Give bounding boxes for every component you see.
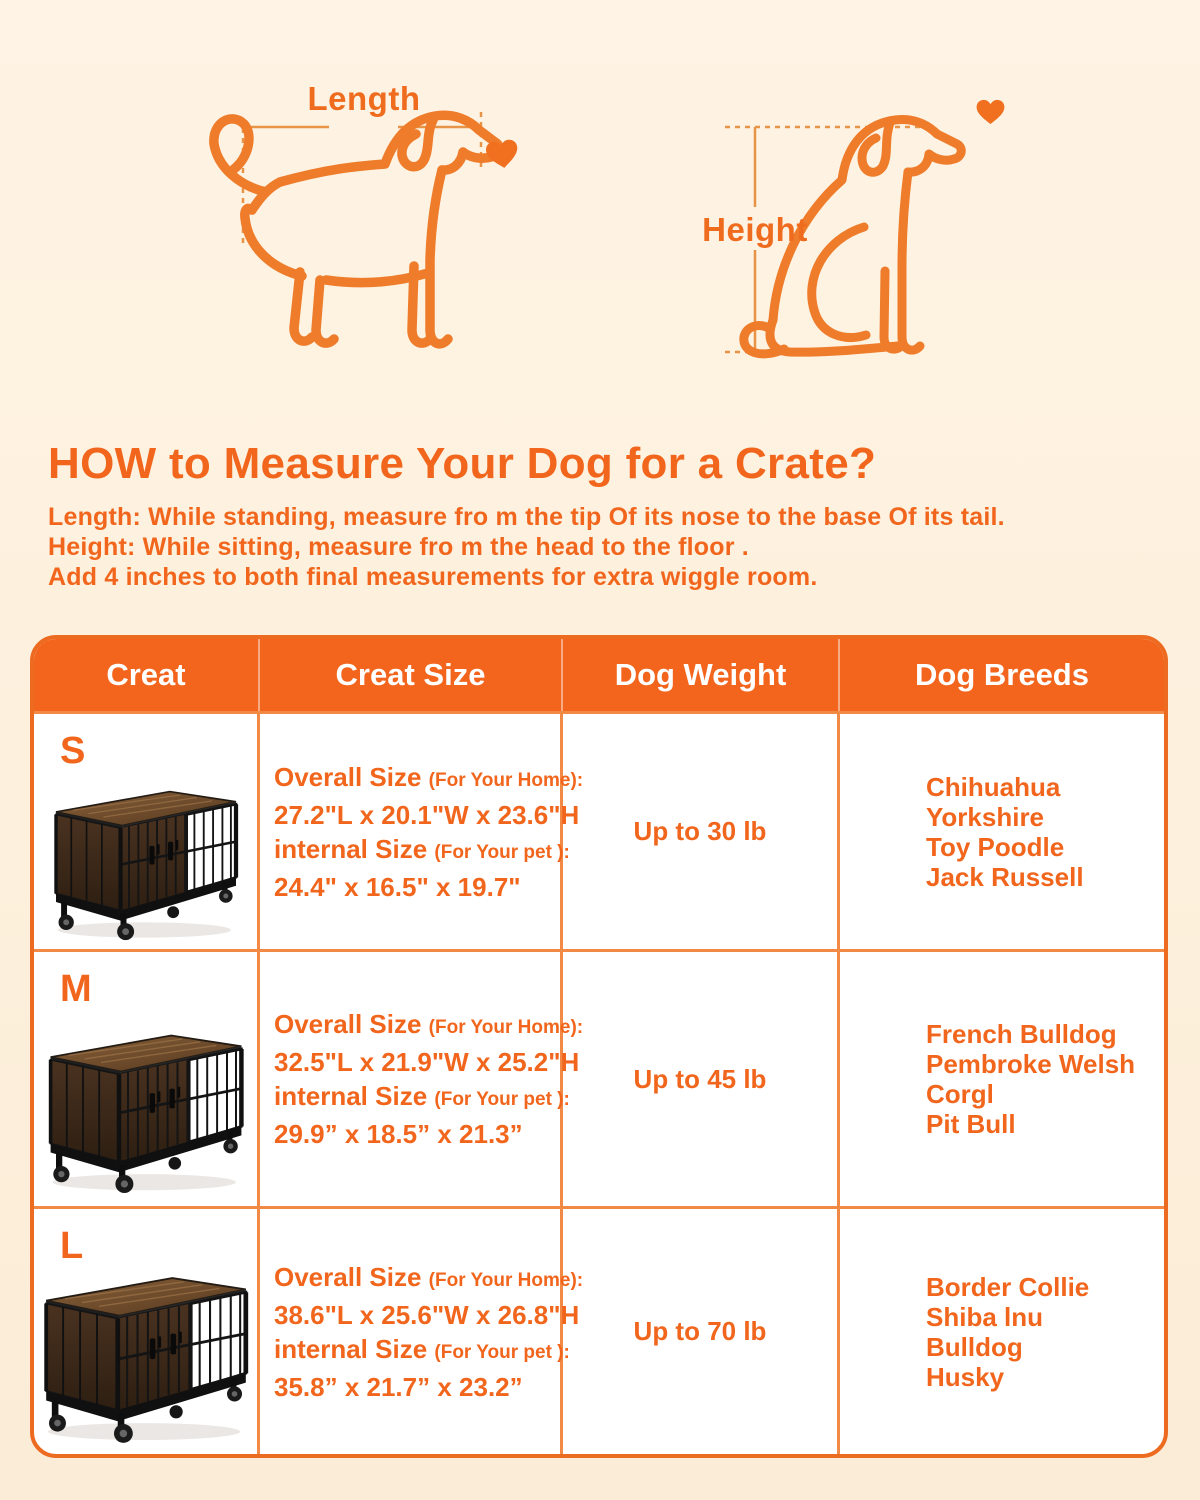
table-row-small — [34, 711, 1164, 949]
dog-weight-cell-l: Up to 70 lb — [563, 1209, 840, 1454]
table-header-row — [34, 639, 1164, 711]
crate-size-table — [30, 635, 1168, 1458]
page-title: HOW to Measure Your Dog for a Crate? — [48, 439, 877, 488]
internal-size-sublabel: (For Your pet ): — [434, 841, 570, 863]
heart-icon — [976, 99, 1005, 126]
breed-item: Yorkshire — [926, 801, 1045, 832]
breed-item: Jack Russell — [926, 861, 1084, 892]
breed-item: Pembroke Welsh — [926, 1049, 1136, 1079]
dog-weight-cell-s: Up to 30 lb — [563, 714, 840, 949]
creat-size-cell-s — [260, 714, 584, 949]
creat-size-cell-m — [260, 952, 584, 1206]
height-label: Height — [702, 211, 808, 248]
creat-size-cell-l — [260, 1209, 584, 1454]
internal-size-dims: 24.4" x 16.5" x 19.7" — [274, 871, 521, 902]
instruction-add: Add 4 inches to both final measurements for extra wiggle room. — [48, 563, 818, 591]
instruction-length: Length: While standing, measure fro m the tip Of its nose to the base Of its tail. — [48, 503, 1005, 531]
column-header-dog-breeds: Dog Breeds — [915, 657, 1089, 692]
overall-size-sublabel: (For Your Home): — [428, 1269, 584, 1291]
table-row-medium — [34, 949, 1164, 1206]
overall-size-dims: 27.2"L x 20.1"W x 23.6"H — [274, 799, 580, 830]
internal-size-label: internal Size — [274, 1333, 428, 1364]
internal-size-dims: 29.9” x 18.5” x 21.3” — [274, 1119, 523, 1149]
instruction-height: Height: While sitting, measure fro m the head to the floor . — [48, 533, 749, 561]
breed-item: Toy Poodle — [926, 831, 1065, 862]
overall-size-label: Overall Size — [274, 761, 422, 792]
breed-item: Husky — [926, 1361, 1005, 1392]
creat-cell-m — [34, 952, 260, 1206]
breed-item: Corgl — [926, 1079, 994, 1109]
crate-image-s — [44, 761, 248, 941]
creat-cell-s — [34, 714, 260, 949]
dog-breeds-cell-m — [840, 952, 1164, 1206]
column-header-dog-weight: Dog Weight — [563, 639, 840, 711]
column-header-creat: Creat — [34, 639, 260, 711]
breed-item: Pit Bull — [926, 1109, 1016, 1139]
dog-breeds-cell-s — [840, 714, 1164, 949]
length-label: Length — [307, 80, 421, 117]
heart-icon — [484, 138, 521, 172]
overall-size-label: Overall Size — [274, 1009, 422, 1039]
internal-size-sublabel: (For Your pet ): — [434, 1089, 570, 1110]
overall-size-dims: 32.5"L x 21.9"W x 25.2"H — [274, 1047, 580, 1077]
creat-cell-l — [34, 1209, 260, 1454]
table-row-large — [34, 1206, 1164, 1454]
size-letter-s: S — [60, 730, 86, 772]
dog-breeds-cell-l — [840, 1209, 1164, 1454]
internal-size-label: internal Size — [274, 1081, 428, 1111]
overall-size-label: Overall Size — [274, 1261, 422, 1292]
measure-instructions — [48, 502, 1005, 592]
breed-item: French Bulldog — [926, 1019, 1117, 1049]
size-letter-l: L — [60, 1225, 84, 1267]
breed-item: Bulldog — [926, 1331, 1023, 1362]
breed-item: Shiba lnu — [926, 1301, 1043, 1332]
breed-item: Border Collie — [926, 1271, 1090, 1302]
crate-image-l — [33, 1244, 259, 1444]
internal-size-sublabel: (For Your pet ): — [434, 1341, 570, 1363]
overall-size-sublabel: (For Your Home): — [428, 1017, 584, 1038]
internal-size-dims: 35.8” x 21.7” x 23.2” — [274, 1371, 523, 1402]
breed-item: Chihuahua — [926, 771, 1061, 802]
overall-size-dims: 38.6"L x 25.6"W x 26.8"H — [274, 1299, 580, 1330]
internal-size-label: internal Size — [274, 833, 428, 864]
size-letter-m: M — [60, 968, 92, 1010]
column-header-creat-size: Creat Size — [260, 639, 563, 711]
dog-weight-cell-m: Up to 45 lb — [563, 952, 840, 1206]
overall-size-sublabel: (For Your Home): — [428, 769, 584, 791]
crate-image-m — [38, 1003, 254, 1194]
